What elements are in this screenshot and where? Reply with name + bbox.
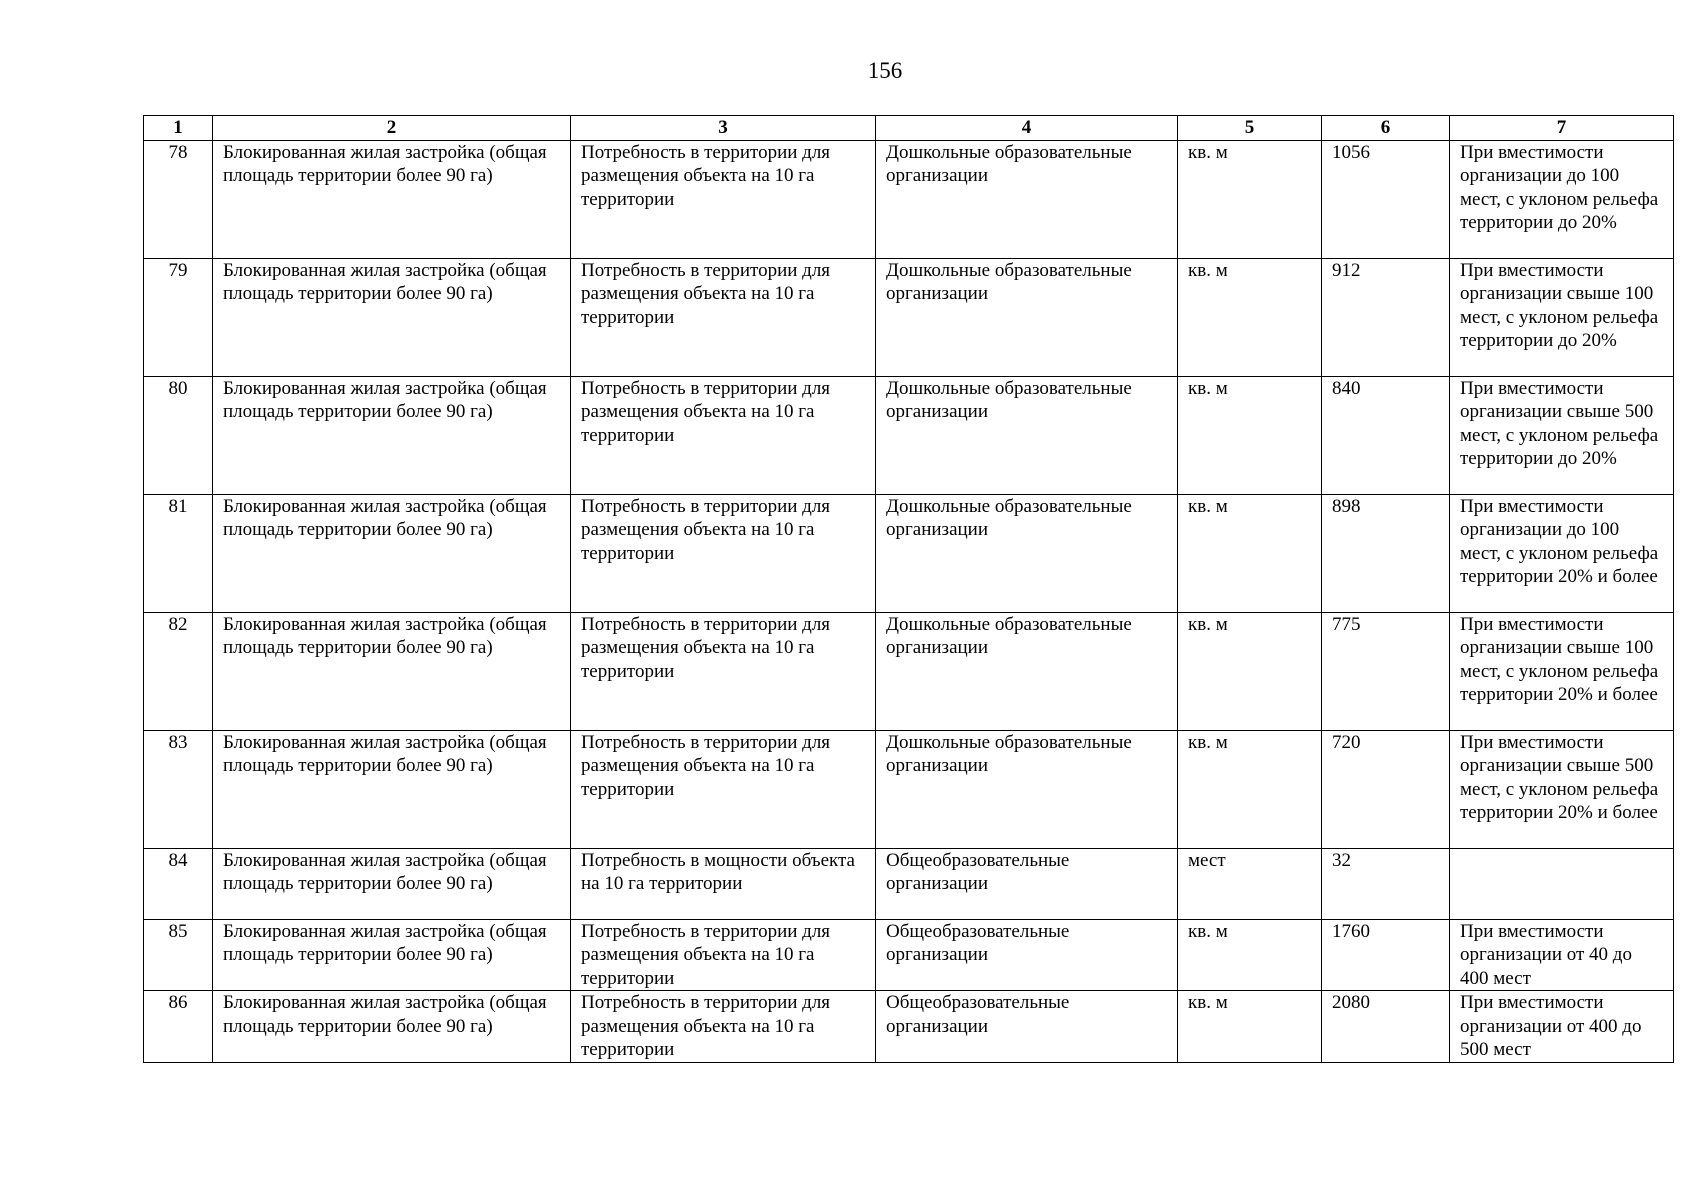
object-cell: Общеобразовательные организации — [876, 848, 1178, 919]
unit-cell: кв. м — [1178, 494, 1322, 612]
column-header: 2 — [213, 116, 571, 141]
row-number: 86 — [144, 991, 213, 1063]
indicator-cell: Потребность в территории для размещения объекта на 10 га территории — [571, 730, 876, 848]
value-cell: 898 — [1322, 494, 1450, 612]
object-cell: Дошкольные образовательные организации — [876, 494, 1178, 612]
note-cell: При вместимости организации от 40 до 400 мест — [1450, 919, 1674, 991]
development-type-cell: Блокированная жилая застройка (общая площадь территории более 90 га) — [213, 494, 571, 612]
row-number: 83 — [144, 730, 213, 848]
note-cell: При вместимости организации свыше 100 мест, с уклоном рельефа территории 20% и более — [1450, 612, 1674, 730]
table-row — [144, 730, 1674, 848]
object-cell: Дошкольные образовательные организации — [876, 730, 1178, 848]
unit-cell: кв. м — [1178, 730, 1322, 848]
development-type-cell: Блокированная жилая застройка (общая площадь территории более 90 га) — [213, 140, 571, 258]
note-cell: При вместимости организации до 100 мест, с уклоном рельефа территории до 20% — [1450, 140, 1674, 258]
row-number: 81 — [144, 494, 213, 612]
object-cell: Дошкольные образовательные организации — [876, 612, 1178, 730]
column-header: 6 — [1322, 116, 1450, 141]
note-cell: При вместимости организации от 400 до 500 мест — [1450, 991, 1674, 1063]
object-cell: Дошкольные образовательные организации — [876, 140, 1178, 258]
value-cell: 1056 — [1322, 140, 1450, 258]
value-cell: 1760 — [1322, 919, 1450, 991]
table-row — [144, 140, 1674, 258]
table-row — [144, 258, 1674, 376]
indicator-cell: Потребность в территории для размещения объекта на 10 га территории — [571, 991, 876, 1063]
value-cell: 2080 — [1322, 991, 1450, 1063]
column-header: 1 — [144, 116, 213, 141]
unit-cell: кв. м — [1178, 140, 1322, 258]
page-number: 156 — [867, 58, 903, 83]
row-number: 82 — [144, 612, 213, 730]
indicator-cell: Потребность в территории для размещения объекта на 10 га территории — [571, 376, 876, 494]
development-type-cell: Блокированная жилая застройка (общая площадь территории более 90 га) — [213, 848, 571, 919]
value-cell: 840 — [1322, 376, 1450, 494]
indicator-cell: Потребность в территории для размещения объекта на 10 га территории — [571, 258, 876, 376]
unit-cell: кв. м — [1178, 376, 1322, 494]
unit-cell: кв. м — [1178, 258, 1322, 376]
table-row — [144, 494, 1674, 612]
table-header-row — [144, 116, 1674, 141]
unit-cell: кв. м — [1178, 991, 1322, 1063]
indicator-cell: Потребность в территории для размещения объекта на 10 га территории — [571, 612, 876, 730]
row-number: 80 — [144, 376, 213, 494]
object-cell: Общеобразовательные организации — [876, 919, 1178, 991]
value-cell: 32 — [1322, 848, 1450, 919]
row-number: 79 — [144, 258, 213, 376]
development-type-cell: Блокированная жилая застройка (общая площадь территории более 90 га) — [213, 258, 571, 376]
value-cell: 720 — [1322, 730, 1450, 848]
object-cell: Дошкольные образовательные организации — [876, 376, 1178, 494]
unit-cell: кв. м — [1178, 919, 1322, 991]
row-number: 84 — [144, 848, 213, 919]
indicator-cell: Потребность в территории для размещения объекта на 10 га территории — [571, 140, 876, 258]
column-header: 7 — [1450, 116, 1674, 141]
note-cell: При вместимости организации свыше 500 мест, с уклоном рельефа территории до 20% — [1450, 376, 1674, 494]
unit-cell: кв. м — [1178, 612, 1322, 730]
object-cell: Общеобразовательные организации — [876, 991, 1178, 1063]
note-cell: При вместимости организации свыше 100 мест, с уклоном рельефа территории до 20% — [1450, 258, 1674, 376]
development-type-cell: Блокированная жилая застройка (общая площадь территории более 90 га) — [213, 919, 571, 991]
note-cell: При вместимости организации до 100 мест, с уклоном рельефа территории 20% и более — [1450, 494, 1674, 612]
object-cell: Дошкольные образовательные организации — [876, 258, 1178, 376]
norms-table — [143, 115, 1674, 1063]
table-row — [144, 919, 1674, 991]
unit-cell: мест — [1178, 848, 1322, 919]
table-row — [144, 848, 1674, 919]
table-row — [144, 376, 1674, 494]
development-type-cell: Блокированная жилая застройка (общая площадь территории более 90 га) — [213, 612, 571, 730]
note-cell: При вместимости организации свыше 500 мест, с уклоном рельефа территории 20% и более — [1450, 730, 1674, 848]
note-cell — [1450, 848, 1674, 919]
indicator-cell: Потребность в территории для размещения объекта на 10 га территории — [571, 494, 876, 612]
value-cell: 775 — [1322, 612, 1450, 730]
development-type-cell: Блокированная жилая застройка (общая площадь территории более 90 га) — [213, 730, 571, 848]
column-header: 4 — [876, 116, 1178, 141]
column-header: 5 — [1178, 116, 1322, 141]
development-type-cell: Блокированная жилая застройка (общая площадь территории более 90 га) — [213, 376, 571, 494]
value-cell: 912 — [1322, 258, 1450, 376]
indicator-cell: Потребность в мощности объекта на 10 га территории — [571, 848, 876, 919]
development-type-cell: Блокированная жилая застройка (общая площадь территории более 90 га) — [213, 991, 571, 1063]
row-number: 78 — [144, 140, 213, 258]
table-row — [144, 991, 1674, 1063]
column-header: 3 — [571, 116, 876, 141]
table-row — [144, 612, 1674, 730]
row-number: 85 — [144, 919, 213, 991]
indicator-cell: Потребность в территории для размещения объекта на 10 га территории — [571, 919, 876, 991]
